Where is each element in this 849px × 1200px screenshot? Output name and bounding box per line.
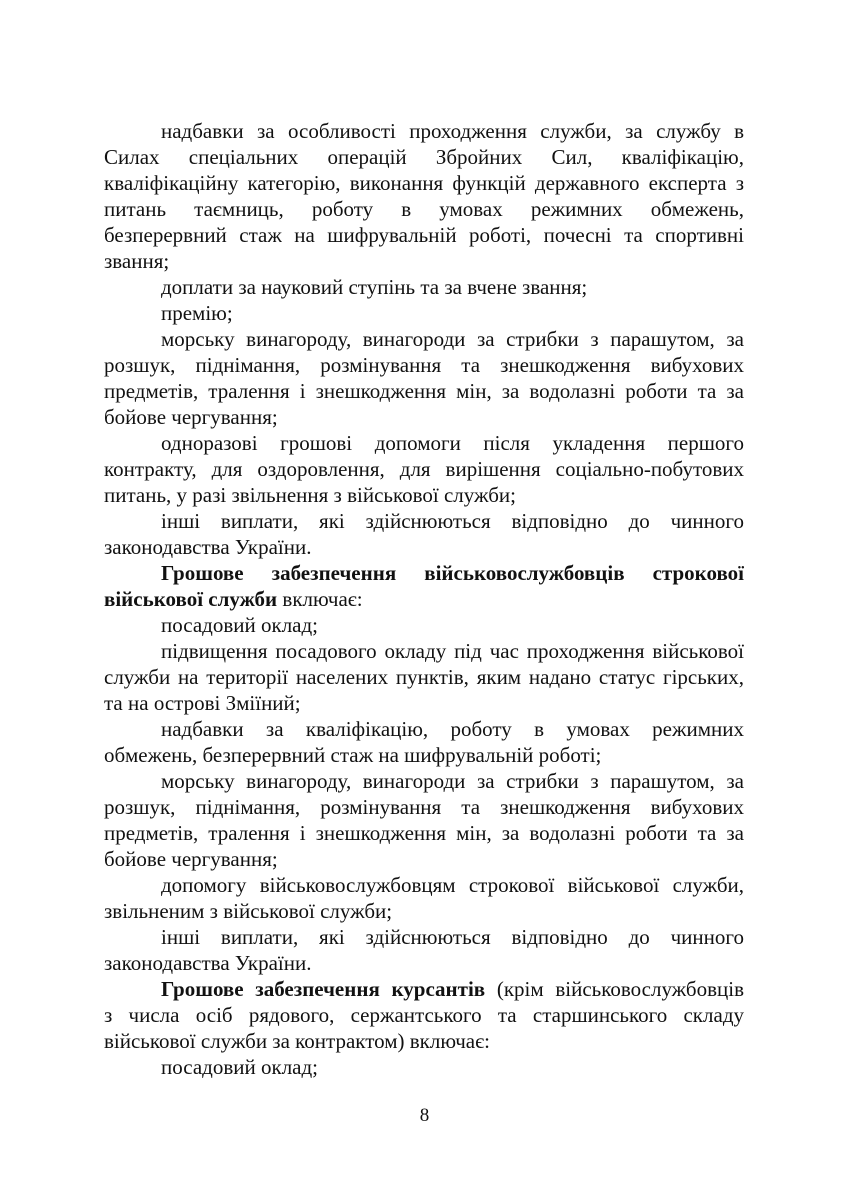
text-line: доплати за науковий ступінь та за вчене звання;	[161, 275, 588, 299]
text-line: контракту, для оздоровлення, для вирішення соціально-побутових	[104, 457, 744, 481]
text-line: розшук, піднімання, розмінування та знешкодження вибухових	[104, 353, 744, 377]
page-number: 8	[419, 1105, 430, 1126]
text-line: розшук, піднімання, розмінування та знешкодження вибухових	[104, 795, 744, 819]
text-line: підвищення посадового окладу під час проходження військової	[161, 639, 744, 663]
text-line: допомогу військовослужбовцям строкової військової служби,	[161, 873, 744, 897]
text-line: надбавки за особливості проходження служби, за службу в	[161, 119, 744, 143]
text-line: законодавства України.	[104, 951, 312, 975]
text-line: військової служби за контрактом) включає:	[104, 1029, 490, 1053]
text-line	[104, 586, 744, 612]
section-heading-end: військової служби	[104, 587, 278, 611]
text-line: обмежень, безперервний стаж на шифрувальній роботі;	[104, 743, 602, 767]
text-line: морську винагороду, винагороди за стрибки з парашутом, за	[161, 769, 744, 793]
text-line: безперервний стаж на шифрувальній роботі, почесні та спортивні	[104, 223, 744, 247]
text-line: звільненим з військової служби;	[104, 899, 393, 923]
text-line: питань, у разі звільнення з військової служби;	[104, 483, 516, 507]
text-line: предметів, тралення і знешкодження мін, за водолазні роботи та за	[104, 821, 744, 845]
text-line: Силах спеціальних операцій Збройних Сил, кваліфікацію,	[104, 145, 744, 169]
text-line: морську винагороду, винагороди за стрибки з парашутом, за	[161, 327, 744, 351]
text-line: та на острові Зміїний;	[104, 691, 301, 715]
text-line: предметів, тралення і знешкодження мін, за водолазні роботи та за	[104, 379, 744, 403]
text-line: питань таємниць, роботу в умовах режимних обмежень,	[104, 197, 744, 221]
text-line: кваліфікаційну категорію, виконання функцій державного експерта з	[104, 171, 744, 195]
text-line: надбавки за кваліфікацію, роботу в умовах режимних	[161, 717, 744, 741]
text-line: посадовий оклад;	[161, 1055, 319, 1079]
text-line: звання;	[104, 249, 170, 273]
text-line: служби на території населених пунктів, яким надано статус гірських,	[104, 665, 744, 689]
section-heading-line: Грошове забезпечення військовослужбовців строкової	[161, 561, 744, 585]
text-line: інші виплати, які здійснюються відповідно до чинного	[161, 509, 744, 533]
text-line: посадовий оклад;	[161, 613, 319, 637]
text-run: (крім військовослужбовців	[485, 977, 744, 1001]
body-text	[104, 118, 744, 1080]
text-line: з числа осіб рядового, сержантського та старшинського складу	[104, 1003, 744, 1027]
text-line: бойове чергування;	[104, 405, 278, 429]
text-line: законодавства України.	[104, 535, 312, 559]
text-line: одноразові грошові допомоги після укладення першого	[161, 431, 744, 455]
text-line: премію;	[161, 301, 233, 325]
text-run: включає:	[277, 587, 363, 611]
text-line: інші виплати, які здійснюються відповідно до чинного	[161, 925, 744, 949]
text-line: бойове чергування;	[104, 847, 278, 871]
text-line	[104, 976, 744, 1002]
section-heading: Грошове забезпечення курсантів	[161, 977, 486, 1001]
